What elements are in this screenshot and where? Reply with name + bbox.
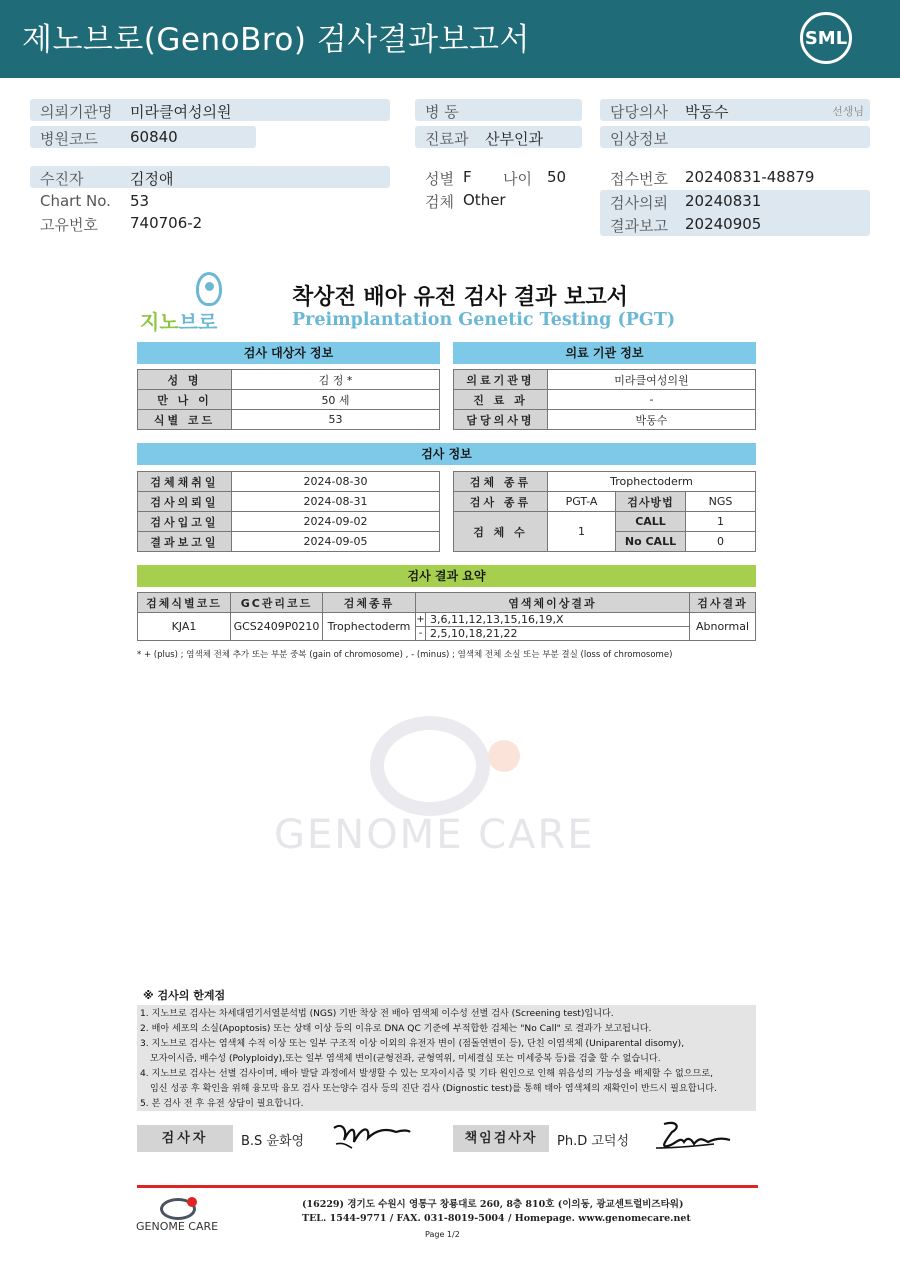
- field-value: 60840: [130, 128, 178, 146]
- genome-care-logo-icon: [160, 1198, 196, 1220]
- page-number: Page 1/2: [425, 1230, 460, 1239]
- row-label: 검 체 수: [454, 512, 548, 552]
- field-value: 20240831: [685, 192, 762, 210]
- document-title: 제노브로(GenoBro) 검사결과보고서: [22, 22, 530, 58]
- field-label: 나이: [503, 170, 532, 188]
- field-label: 병원코드: [40, 130, 98, 148]
- cell-specimen: Trophectoderm: [323, 613, 416, 641]
- field-label: 검사의뢰: [610, 194, 668, 212]
- report-header-bar: [0, 0, 900, 78]
- row-label: 검체채취일: [138, 472, 232, 492]
- genobro-wordmark: 지노브로: [140, 310, 218, 334]
- summary-table: [137, 592, 756, 641]
- row-value: 2024-09-05: [232, 532, 440, 552]
- supervisor-signature-icon: [654, 1118, 734, 1154]
- institution-table: [453, 369, 756, 430]
- table-header-row: [138, 593, 756, 613]
- field-unique-id: [30, 212, 390, 234]
- field-value: 20240831-48879: [685, 168, 815, 186]
- field-label: 성별: [425, 170, 454, 188]
- field-sex-age: [415, 166, 582, 188]
- cell-plus-sign: +: [416, 614, 425, 625]
- row-value: 2024-09-02: [232, 512, 440, 532]
- field-patient-name: [30, 166, 390, 188]
- row-label: No CALL: [616, 532, 686, 552]
- table-row: [454, 472, 756, 492]
- flask-icon: [196, 272, 222, 306]
- examiner-name: B.S 윤화영: [241, 1134, 305, 1149]
- row-label: 만 나 이: [138, 390, 232, 410]
- field-value: 53: [130, 192, 150, 210]
- examiner-label: 검사자: [137, 1125, 233, 1152]
- row-label: 진 료 과: [454, 390, 548, 410]
- row-value: 2024-08-30: [232, 472, 440, 492]
- row-label: 성 명: [138, 370, 232, 390]
- column-header: 검체식별코드: [138, 593, 231, 613]
- field-label: 접수번호: [610, 170, 668, 188]
- row-label: 검사입고일: [138, 512, 232, 532]
- summary-footnote: * + (plus) ; 염색체 전체 추가 또는 부분 중복 (gain of chromosome) , - (minus) ; 염색체 전체 소실 또는 부분 결실 (loss of chromosome): [137, 650, 673, 660]
- column-header: 염색체이상결과: [416, 593, 690, 613]
- row-value: 53: [232, 410, 440, 430]
- field-label: 임상정보: [610, 130, 668, 148]
- table-row: [454, 370, 756, 390]
- cell-gc-code: GCS2409P0210: [231, 613, 323, 641]
- row-label: 검사의뢰일: [138, 492, 232, 512]
- sml-logo-text: SML: [804, 28, 848, 49]
- cell-plus-chromosomes: 3,6,11,12,13,15,16,19,X: [426, 613, 690, 627]
- supervisor-label: 책임검사자: [453, 1125, 549, 1152]
- field-value: 미라클여성의원: [130, 103, 232, 121]
- table-row: [138, 370, 440, 390]
- report-subtitle: Preimplantation Genetic Testing (PGT): [292, 310, 676, 330]
- footer-address: [302, 1198, 691, 1226]
- test-dates-table: [137, 471, 440, 552]
- report-title: 착상전 배아 유전 검사 결과 보고서: [292, 285, 628, 310]
- row-label: 검체 종류: [454, 472, 548, 492]
- limitation-line: 2. 배아 세포의 소실(Apoptosis) 또는 상태 이상 등의 이유로 DNA QC 기준에 부적합한 검체는 "No Call" 로 결과가 보고됩니다.: [140, 1024, 652, 1034]
- table-row: [454, 390, 756, 410]
- row-value: 김 정 *: [232, 370, 440, 390]
- field-dates: [600, 190, 870, 236]
- column-header: 검사결과: [690, 593, 756, 613]
- footer-brand: GENOME CARE: [136, 1220, 219, 1233]
- table-row: [454, 410, 756, 430]
- limitation-line: 모자이시즘, 배수성 (Polyploidy),또는 일부 염색체 변이(균형전좌, 균형역위, 미세결실 또는 미세중복 등)를 검출 할 수 없습니다.: [150, 1054, 661, 1064]
- field-ward: [415, 99, 582, 121]
- field-label: 결과보고: [610, 217, 668, 235]
- field-clinical-info: [600, 126, 870, 148]
- field-label: 진료과: [425, 130, 469, 148]
- field-label: 검체: [425, 193, 454, 211]
- row-value: 0: [686, 532, 756, 552]
- row-label: 의료기관명: [454, 370, 548, 390]
- field-label: 의뢰기관명: [40, 103, 113, 121]
- row-value: Trophectoderm: [548, 472, 756, 492]
- field-value: 김정애: [130, 170, 174, 188]
- row-label: 결과보고일: [138, 532, 232, 552]
- row-label: 검사방법: [616, 492, 686, 512]
- field-label: 고유번호: [40, 216, 98, 234]
- limitations-title: ※ 검사의 한계점: [143, 989, 226, 1002]
- watermark-logo-icon: [370, 716, 490, 816]
- field-value: 박동수: [685, 103, 729, 121]
- limitations-box: [137, 1005, 756, 1111]
- watermark-dot-icon: [488, 740, 520, 772]
- cell-result: Abnormal: [690, 613, 756, 641]
- table-row: [138, 472, 440, 492]
- row-value: 1: [548, 512, 616, 552]
- section-institution-header: 의료 기관 정보: [453, 342, 756, 364]
- row-value: NGS: [686, 492, 756, 512]
- doctor-suffix: 선생님: [832, 105, 864, 118]
- field-receipt-no: [600, 166, 870, 188]
- watermark-text: GENOME CARE: [274, 812, 595, 858]
- field-label: 담당의사: [610, 103, 668, 121]
- row-value: 50 세: [232, 390, 440, 410]
- address-line: (16229) 경기도 수원시 영통구 창룡대로 260, 8층 810호 (이의동, 광교센트럴비즈타워): [302, 1199, 684, 1210]
- field-hospital-code: [30, 126, 256, 148]
- column-header: 검체종류: [323, 593, 416, 613]
- table-row: [138, 390, 440, 410]
- section-subject-header: 검사 대상자 정보: [137, 342, 440, 364]
- table-row: [454, 492, 756, 512]
- field-value: F: [463, 168, 472, 186]
- field-value: 산부인과: [485, 130, 543, 148]
- cell-sample-id: KJA1: [138, 613, 231, 641]
- row-value: 1: [686, 512, 756, 532]
- field-value: 50: [547, 168, 567, 186]
- row-label: 식별 코드: [138, 410, 232, 430]
- row-value: -: [548, 390, 756, 410]
- limitation-line: 5. 본 검사 전 후 유전 상담이 필요합니다.: [140, 1099, 304, 1109]
- row-value: 박동수: [548, 410, 756, 430]
- examiner-signature-icon: [330, 1118, 412, 1152]
- table-row: [138, 410, 440, 430]
- contact-line: TEL. 1544-9771 / FAX. 031-8019-5004 / Homepage. www.genomecare.net: [302, 1213, 691, 1224]
- test-detail-table: [453, 471, 756, 552]
- table-row: [138, 492, 440, 512]
- limitation-line: 4. 지노브로 검사는 선별 검사이며, 배아 발달 과정에서 발생할 수 있는 모자이시즘 및 기타 원인으로 인해 위음성의 가능성을 배제할 수 없으므로,: [140, 1069, 713, 1079]
- field-doctor: [600, 99, 870, 121]
- field-value: 20240905: [685, 215, 762, 233]
- table-row: [454, 512, 756, 532]
- row-label: 담당의사명: [454, 410, 548, 430]
- limitation-line: 1. 지노브로 검사는 차세대염기서열분석법 (NGS) 기반 착상 전 배아 염색체 이수성 선별 검사 (Screening test)입니다.: [140, 1009, 614, 1019]
- limitation-line: 임신 성공 후 확인을 위해 융모막 융모 검사 또는양수 검사 등의 진단 검사 (Dignostic test)를 통해 태아 염색체의 재확인이 반드시 필요합니다.: [150, 1084, 717, 1094]
- subject-table: [137, 369, 440, 430]
- section-summary-header: 검사 결과 요약: [137, 565, 756, 587]
- table-row: [138, 512, 440, 532]
- table-row: [138, 613, 756, 627]
- row-value: PGT-A: [548, 492, 616, 512]
- row-label: CALL: [616, 512, 686, 532]
- table-row: [138, 532, 440, 552]
- field-chart-no: [30, 190, 390, 212]
- row-value: 2024-08-31: [232, 492, 440, 512]
- sml-logo-icon: [800, 12, 852, 64]
- limitation-line: 3. 지노브로 검사는 염색체 수적 이상 또는 일부 구조적 이상 이외의 유전자 변이 (점돌연변이 등), 단친 이염색체 (Uniparental disomy),: [140, 1039, 685, 1049]
- field-label: 수진자: [40, 170, 84, 188]
- field-label: Chart No.: [40, 192, 111, 210]
- field-value: Other: [463, 191, 506, 209]
- cell-minus-sign: -: [416, 627, 426, 641]
- field-value: 740706-2: [130, 214, 203, 232]
- field-department: [415, 126, 582, 148]
- row-label: 검사 종류: [454, 492, 548, 512]
- field-specimen: [415, 189, 582, 211]
- supervisor-name: Ph.D 고덕성: [557, 1134, 630, 1149]
- column-header: GC관리코드: [231, 593, 323, 613]
- field-label: 병 동: [425, 103, 459, 121]
- cell-minus-chromosomes: 2,5,10,18,21,22: [426, 627, 690, 641]
- row-value: 미라클여성의원: [548, 370, 756, 390]
- footer-divider: [137, 1185, 758, 1188]
- section-test-info-header: 검사 정보: [137, 443, 756, 465]
- field-requester-org: [30, 99, 390, 121]
- genobro-logo: [140, 272, 250, 332]
